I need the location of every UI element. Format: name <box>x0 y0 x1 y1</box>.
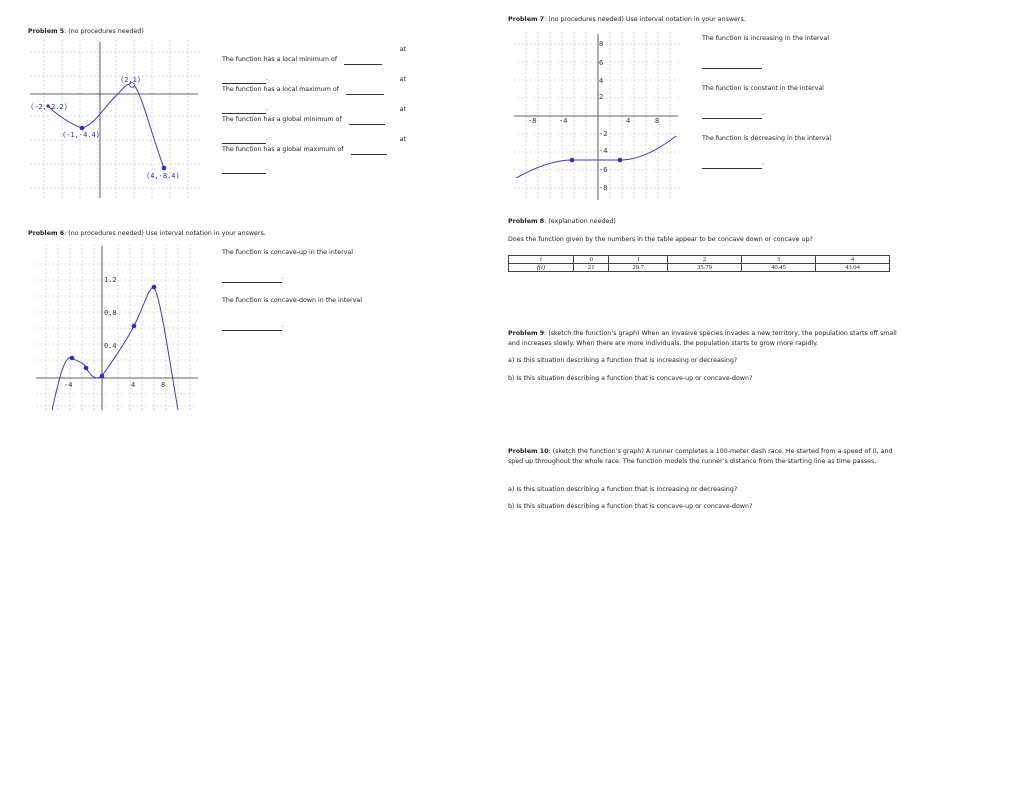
p5-statement-2: The function has a local maximum of at . <box>222 76 406 112</box>
p6-statement-1: The function is concave-up in the interval . <box>222 249 354 281</box>
x-tick-label: 4 <box>131 381 136 389</box>
function-curve <box>516 136 676 178</box>
problem-10-text: Problem 10: (sketch the function’s graph) A runner completes a 100-meter dash race. He started from a speed of 0, and sped up throughout the whole race. The function models the runner’s distance from the starting line as time passes. <box>508 448 893 465</box>
answer-blank[interactable] <box>346 88 384 95</box>
table-row: t 0 1 2 3 4 <box>509 256 890 264</box>
x-tick-label: -4 <box>64 381 73 389</box>
problem-10-part-a: a) Is this situation describing a function that is increasing or decreasing? <box>508 486 738 493</box>
p6-statement-2: The function is concave-down in the interval . <box>222 297 363 329</box>
problem-5-statements <box>222 46 406 172</box>
answer-blank[interactable] <box>351 148 387 155</box>
point-local-min <box>80 126 85 131</box>
p5-statement-4: The function has a global maximum of at . <box>222 136 406 172</box>
label-point-d: (4,-8.4) <box>146 172 180 180</box>
function-curve <box>48 84 164 168</box>
label-point-b: (2,1) <box>120 76 142 84</box>
problem-9-part-b: b) Is this situation describing a function that is concave-up or concave-down? <box>508 375 753 382</box>
label-point-c: (-1,-4.4) <box>62 131 100 139</box>
problem-7-title: Problem 7: (no procedures needed) Use interval notation in your answers. <box>508 16 746 23</box>
problem-9-part-a: a) Is this situation describing a function that is increasing or decreasing? <box>508 357 738 364</box>
x-tick-label: -4 <box>559 117 568 125</box>
problem-6-title: Problem 6: (no procedures needed) Use interval notation in your answers. <box>28 230 266 237</box>
y-tick-label: 0.8 <box>104 309 117 317</box>
y-tick-label: 8 <box>599 40 604 48</box>
table-row: f(t) 21 29.7 35.79 40.45 43.04 <box>509 264 890 272</box>
y-tick-label: -2 <box>599 130 608 138</box>
answer-blank[interactable] <box>344 58 382 65</box>
y-tick-label: -6 <box>599 166 608 174</box>
label-point-a: (-2,-2.2) <box>30 103 68 111</box>
y-tick-label: -4 <box>599 147 608 155</box>
p7-statement-1: The function is increasing in the interval . <box>702 35 829 67</box>
problem-6-statements <box>222 249 412 331</box>
p7-statement-2: The function is constant in the interval . <box>702 85 824 117</box>
problem-9-text: Problem 9: (sketch the function’s graph) When an invasive species invades a new territory, the population starts off small and increases slowly. When there are more individuals, the population starts to grow more rapidly. <box>508 330 897 347</box>
x-tick-label: -8 <box>528 117 537 125</box>
x-tick-label: 8 <box>161 381 166 389</box>
point <box>152 285 157 290</box>
answer-blank[interactable] <box>222 276 282 283</box>
answer-blank[interactable] <box>222 167 266 174</box>
point <box>570 158 575 163</box>
x-tick-label: 4 <box>626 117 631 125</box>
grid-lines <box>36 244 200 410</box>
p7-statement-3: The function is decreasing in the interval . <box>702 135 832 167</box>
y-tick-label: 0.4 <box>104 342 117 350</box>
problem-8-question: Does the function given by the numbers in the table appear to be concave down or concave up? <box>508 236 813 243</box>
point <box>132 324 137 329</box>
x-tick-label: 8 <box>655 117 660 125</box>
function-table <box>508 255 890 272</box>
y-tick-label: 2 <box>599 93 604 101</box>
y-tick-label: 1.2 <box>104 276 117 284</box>
answer-blank[interactable] <box>702 62 762 69</box>
y-tick-label: 6 <box>599 59 604 67</box>
problem-5-graph <box>30 40 202 200</box>
point-endpoint <box>162 166 167 171</box>
answer-blank[interactable] <box>702 162 762 169</box>
problem-7-graph <box>514 32 682 202</box>
point <box>618 158 623 163</box>
problem-5-title: Problem 5: (no procedures needed) <box>28 28 144 35</box>
y-tick-label: -8 <box>599 184 608 192</box>
problem-7-statements <box>702 35 902 169</box>
p5-statement-3: The function has a global minimum of at . <box>222 106 406 142</box>
point <box>84 366 89 371</box>
problem-8-title: Problem 8: (explanation needed) <box>508 218 616 225</box>
p5-statement-1: The function has a local minimum of at . <box>222 46 406 82</box>
answer-blank[interactable] <box>702 112 762 119</box>
problem-10-part-b: b) Is this situation describing a function that is concave-up or concave-down? <box>508 503 753 510</box>
y-tick-label: 4 <box>599 77 604 85</box>
point <box>100 374 105 379</box>
answer-blank[interactable] <box>222 324 282 331</box>
problem-6-graph <box>36 244 202 412</box>
answer-blank[interactable] <box>349 118 385 125</box>
point <box>70 356 75 361</box>
